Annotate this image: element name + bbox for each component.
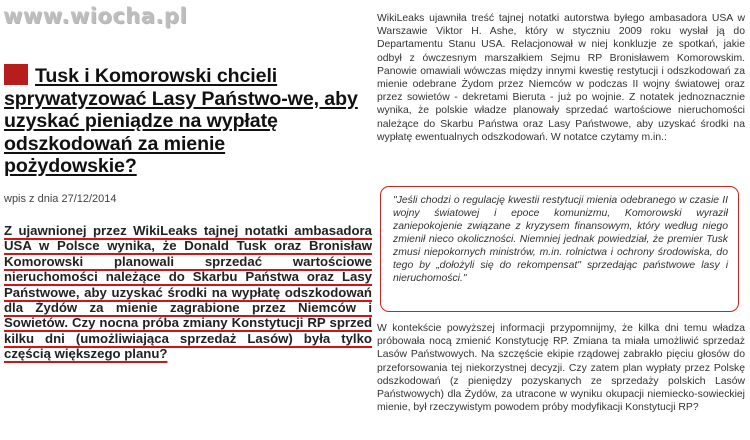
headline-text: Tusk i Komorowski chcieli sprywatyzować Lasy Państwo-we, aby uzyskać pieniądze na wypłatę odszkodowań za mienie pożydowskie? bbox=[4, 65, 358, 177]
side-paragraph-1: WikiLeaks ujawniła treść tajnej notatki autorstwa byłego ambasadora USA w Warszawie Viktor H. Ashe, który w styczniu 2009 roku wysłał ją do Departamentu Stanu USA. Relacjonował w niej konkluzje ze spotkań, jakie odbył z ówczesnym marszałkiem Sejmu RP Bronisławem Komorowskim. Panowie omawiali wówczas między innymi kwestię restytucji i odszkodowań za mienie odebrane Żydom przez Niemców w podczas II wojny światowej oraz przez sowietów - dekretami Bieruta - już po wojnie. Z notatek jednoznacznie wynika, że polskie władze planowały sprzedać wartościowe nieruchomości należące do Skarbu Państwa oraz Lasy Państwowe, aby uzyskać środki na wypłatę ewentualnych odszkodowań. W notatce czytamy m.in.: bbox=[377, 13, 745, 143]
side-paragraph-2: W kontekście powyższej informacji przypomnijmy, że kilka dni temu władza próbowała nocą zmienić Konstytucję RP. Zmiana ta miała umożliwić sprzedaż Lasów Państwowych. Na szczęście ekipie rządowej zabrakło pięciu głosów do przeforsowania tej niekorzystnej decyzji. Czy zatem plan wypłaty przez Polskę odszkodowań (z pieniędzy pozyskanych ze sprzedaży polskich Lasów Państwowych) dla Żydów, za utracone w wyniku okupacji niemiecko-sowieckiej mienie, był rzeczywistym powodem próby modyfikacji Konstytucji RP? bbox=[377, 323, 745, 414]
post-date: wpis z dnia 27/12/2014 bbox=[4, 193, 117, 205]
article-headline[interactable] bbox=[4, 64, 359, 178]
red-square-icon bbox=[4, 64, 28, 85]
quote-text: "Jeśli chodzi o regulację kwestii restytucji mienia odebranego w czasie II wojny światowej i epoce komunizmu, Komorowski wyraził zaniepokojenie związane z kryzysem finansowym, który według niego zmienił nieco okoliczności. Niemniej jednak powiedział, że premier Tusk zmusi niepokornych ministrów, m.in. rolnictwa i ochrony środowiska, do tego by „dołożyli się do rekompensat" sprzedając państwowe lasy i nieruchomości." bbox=[393, 195, 728, 284]
article-main bbox=[4, 64, 359, 178]
article-lead: Z ujawnionej przez WikiLeaks tajnej notatki ambasadora USA w Polsce wynika, że Donald Tusk oraz Bronisław Komorowski planowali sprzedać wartościowe nieruchomości należące do Skarbu Państwa oraz Lasy Państwowe, aby uzyskać środki na wypłatę odszkodowań dla Żydów za mienie zagrabione przez Niemców i Sowietów. Czy nocna próba zmiany Konstytucji RP sprzed kilku dni (umożliwiająca sprzedaż Lasów) była tylko częścią większego planu? bbox=[4, 223, 372, 362]
quote-box bbox=[380, 186, 739, 312]
site-watermark: www.wiocha.pl bbox=[3, 4, 188, 28]
